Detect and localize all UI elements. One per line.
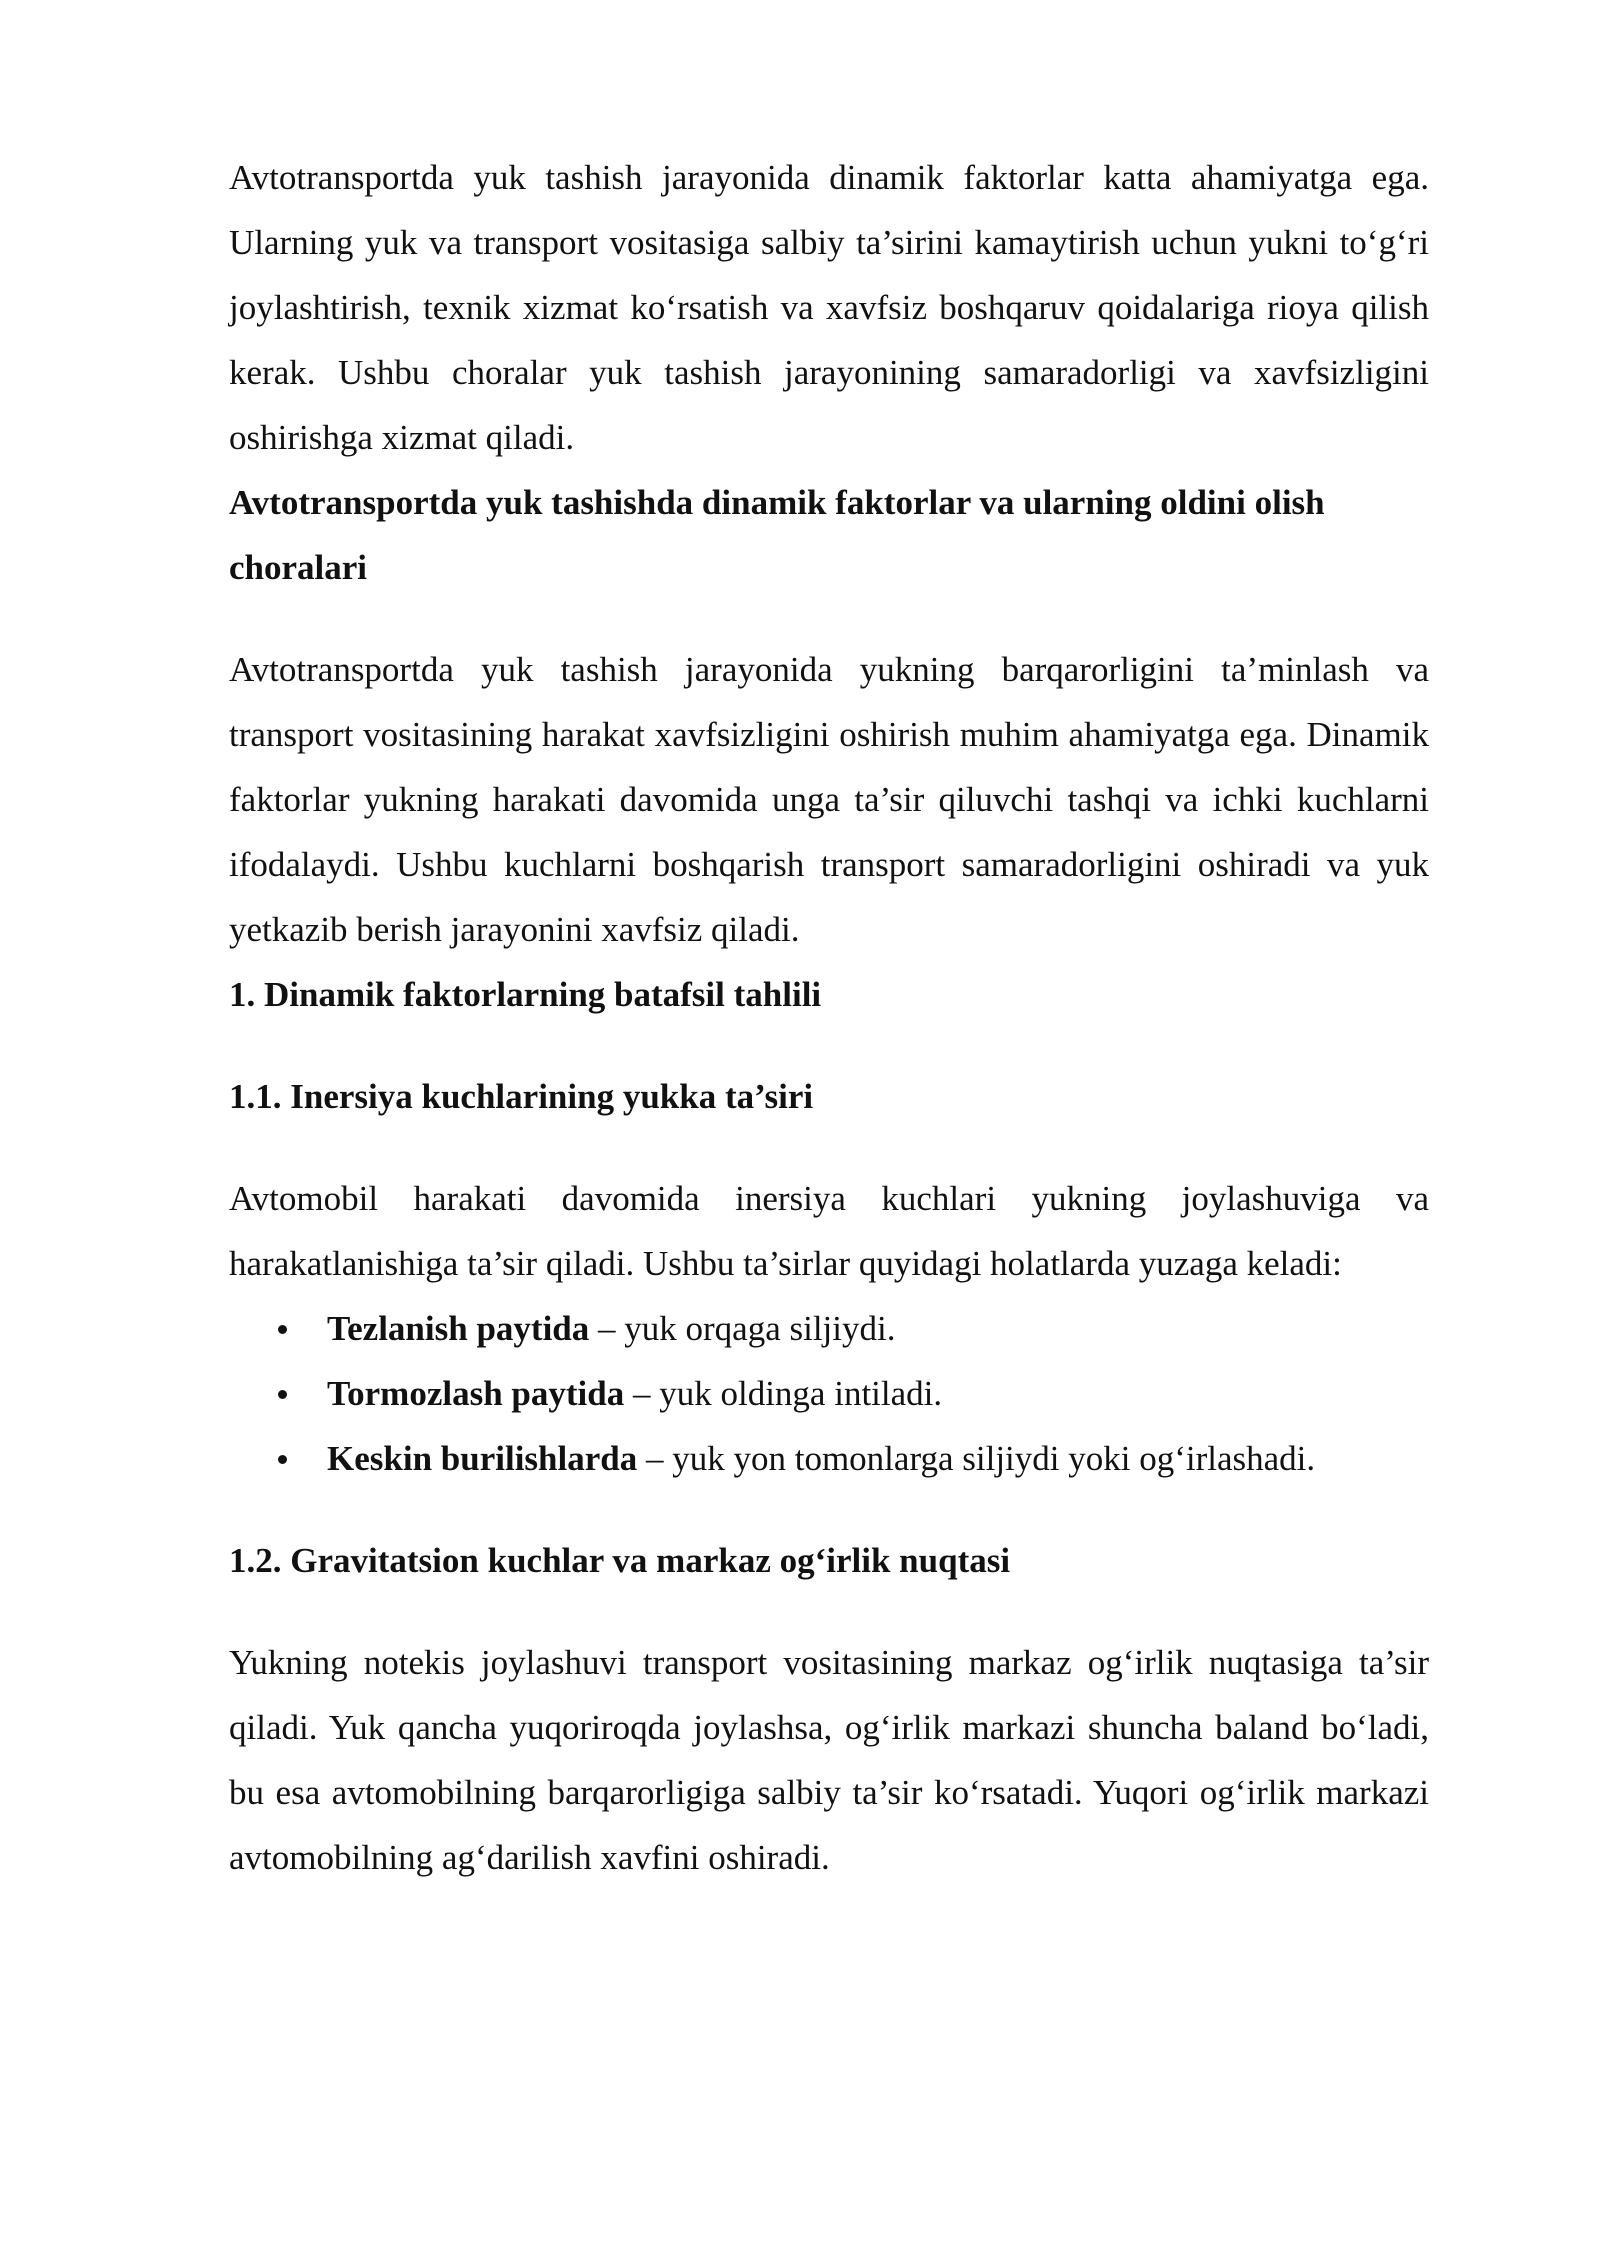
- list-item-text: – yuk yon tomonlarga siljiydi yoki og‘irlashadi.: [637, 1439, 1316, 1478]
- list-item: [229, 1296, 1429, 1361]
- bullet-icon: [278, 1390, 287, 1399]
- intro-paragraph: Avtotransportda yuk tashish jarayonida dinamik faktorlar katta ahamiyatga ega. Ularning yuk va transport vositasiga salbiy ta’sirini kamaytirish uchun yukni to‘g‘ri joylashtirish, texnik xizmat ko‘rsatish va xavfsiz boshqaruv qoidalariga rioya qilish kerak. Ushbu choralar yuk tashish jarayonining samaradorligi va xavfsizligini oshirishga xizmat qiladi.: [229, 158, 1429, 457]
- document-page: [229, 145, 1429, 1890]
- overview-paragraph: Avtotransportda yuk tashish jarayonida yukning barqarorligini ta’minlash va transport vositasining harakat xavfsizligini oshirish muhim ahamiyatga ega. Dinamik faktorlar yukning harakati davomida unga ta’sir qiluvchi tashqi va ichki kuchlarni ifodalaydi. Ushbu kuchlarni boshqarish transport samaradorligini oshiradi va yuk yetkazib berish jarayonini xavfsiz qiladi.: [229, 650, 1429, 949]
- section-main-heading: Avtotransportda yuk tashishda dinamik faktorlar va ularning oldini olish choralari: [229, 483, 1325, 587]
- list-item: [229, 1426, 1429, 1491]
- list-item-text: – yuk oldinga intiladi.: [624, 1374, 943, 1413]
- bullet-icon: [278, 1325, 287, 1334]
- section-1-heading: 1. Dinamik faktorlarning batafsil tahlili: [229, 975, 822, 1014]
- subsection-1-1-heading: 1.1. Inersiya kuchlarining yukka ta’siri: [229, 1077, 814, 1116]
- bullet-icon: [278, 1455, 287, 1464]
- inertia-bullet-list: [229, 1296, 1429, 1491]
- list-item-term: Tezlanish paytida: [327, 1309, 590, 1348]
- gravity-paragraph: Yukning notekis joylashuvi transport vositasining markaz og‘irlik nuqtasiga ta’sir qiladi. Yuk qancha yuqoriroqda joylashsa, og‘irlik markazi shuncha baland bo‘ladi, bu esa avtomobilning barqarorligiga salbiy ta’sir ko‘rsatadi. Yuqori og‘irlik markazi avtomobilning ag‘darilish xavfini oshiradi.: [229, 1643, 1429, 1877]
- list-item-term: Keskin burilishlarda: [327, 1439, 638, 1478]
- inertia-paragraph: Avtomobil harakati davomida inersiya kuchlari yukning joylashuviga va harakatlanishiga ta’sir qiladi. Ushbu ta’sirlar quyidagi holatlarda yuzaga keladi:: [229, 1179, 1429, 1283]
- list-item-text: – yuk orqaga siljiydi.: [589, 1309, 896, 1348]
- list-item: [229, 1361, 1429, 1426]
- list-item-term: Tormozlash paytida: [327, 1374, 625, 1413]
- subsection-1-2-heading: 1.2. Gravitatsion kuchlar va markaz og‘irlik nuqtasi: [229, 1541, 1011, 1580]
